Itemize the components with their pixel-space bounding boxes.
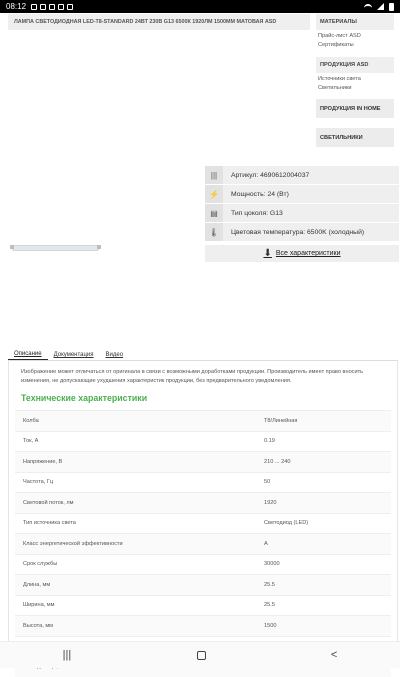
- spec-article: Артикул: 4690612004037: [231, 171, 310, 179]
- signal-icon: [377, 3, 384, 10]
- battery-icon: [389, 3, 394, 11]
- char-value: Т8/Линейная: [256, 411, 391, 432]
- wifi-icon: [364, 4, 372, 10]
- char-name: Частота, Гц: [15, 472, 256, 493]
- sidebar-link-certificates[interactable]: Сертификаты: [318, 42, 354, 48]
- table-row: [15, 595, 391, 616]
- char-value: Светодиод (LED): [256, 513, 391, 534]
- char-name: Напряжение, В: [15, 452, 256, 473]
- spec-temperature: Цветовая температура: 6500K (холодный): [231, 228, 365, 236]
- product-image[interactable]: [12, 245, 99, 251]
- char-name: Ток, А: [15, 431, 256, 452]
- char-name: Высота, мм: [15, 616, 256, 637]
- char-name: Класс энергетической эффективности: [15, 534, 256, 555]
- tab-documentation[interactable]: Документация: [53, 352, 94, 358]
- char-name: Тип источника света: [15, 513, 256, 534]
- char-value: 1920: [256, 493, 391, 514]
- spec-socket: Тип цоколя: G13: [231, 209, 283, 217]
- table-row: [15, 554, 391, 575]
- app-icon: [58, 4, 64, 10]
- product-title: ЛАМПА СВЕТОДИОДНАЯ LED-T8-STANDARD 24ВТ 230В G13 6500К 1920ЛМ 1500ММ МАТОВАЯ ASD: [8, 14, 310, 30]
- tab-description[interactable]: Описание: [8, 351, 48, 360]
- sidebar-link-light-sources[interactable]: Источники света: [318, 76, 361, 82]
- char-value: A: [256, 534, 391, 555]
- table-row: [15, 411, 391, 432]
- char-name: Длина, мм: [15, 575, 256, 596]
- spec-row: [205, 223, 399, 242]
- char-name: Срок службы: [15, 554, 256, 575]
- spec-row: [205, 185, 399, 204]
- char-name: Колба: [15, 411, 256, 432]
- android-nav-bar: [0, 641, 400, 668]
- specs-box: [205, 166, 399, 242]
- char-value: 30000: [256, 554, 391, 575]
- description-panel: [8, 360, 398, 660]
- char-name: Световой поток, лм: [15, 493, 256, 514]
- status-bar: [0, 0, 400, 13]
- sidebar-link-price[interactable]: Прайс-лист ASD: [318, 33, 361, 39]
- back-icon[interactable]: <: [330, 649, 338, 661]
- char-value: 0.19: [256, 431, 391, 452]
- table-row: [15, 616, 391, 637]
- sidebar: [316, 14, 394, 147]
- all-characteristics-label: Все характеристики: [275, 250, 341, 257]
- thermometer-icon: 🌡: [205, 223, 223, 241]
- lightning-icon: ⚡: [205, 185, 223, 203]
- disclaimer-text: Изображение может отличаться от оригинала в связи с возможными доработками продукции. Производитель имеет право вносить изменения, не допускающие ухудшения характеристик продукции, без предварительного уведомления.: [21, 369, 364, 384]
- spec-row: [205, 204, 399, 223]
- char-value: 25.5: [256, 595, 391, 616]
- status-time: 08:12: [6, 2, 27, 11]
- sidebar-products-head: ПРОДУКЦИЯ ASD: [316, 57, 394, 73]
- spec-row: [205, 166, 399, 185]
- char-value: 210 ... 240: [256, 452, 391, 473]
- table-row: [15, 575, 391, 596]
- recent-apps-icon[interactable]: |||: [62, 649, 72, 661]
- section-title: Технические характеристики: [21, 393, 148, 403]
- socket-icon: ▤: [205, 204, 223, 222]
- sidebar-link-lamps[interactable]: Светильники: [318, 85, 352, 91]
- arrow-down-icon: ⬇: [263, 248, 272, 259]
- instagram-icon: [40, 4, 46, 10]
- char-value: 25.5: [256, 575, 391, 596]
- lamp-cap: [97, 245, 101, 249]
- sidebar-inhome[interactable]: ПРОДУКЦИЯ IN HOME: [316, 99, 394, 118]
- home-icon[interactable]: [197, 651, 206, 660]
- notification-icon: [31, 4, 37, 10]
- char-value: 1500: [256, 616, 391, 637]
- table-row: [15, 534, 391, 555]
- tab-video[interactable]: Видео: [105, 352, 124, 358]
- table-row: [15, 452, 391, 473]
- table-row: [15, 513, 391, 534]
- gallery-icon: [49, 4, 55, 10]
- all-characteristics-button[interactable]: [205, 245, 399, 262]
- sidebar-svetilniki[interactable]: СВЕТИЛЬНИКИ: [316, 128, 394, 147]
- spec-power: Мощность: 24 (Вт): [231, 190, 289, 198]
- barcode-icon: |||: [205, 166, 223, 184]
- table-row: [15, 431, 391, 452]
- lamp-cap: [10, 245, 14, 249]
- tabs: [8, 346, 398, 361]
- sidebar-materials-head: МАТЕРИАЛЫ: [316, 14, 394, 30]
- app-icon: [67, 4, 73, 10]
- char-name: Ширина, мм: [15, 595, 256, 616]
- characteristics-table: [15, 410, 391, 677]
- char-value: 50: [256, 472, 391, 493]
- table-row: [15, 493, 391, 514]
- table-row: [15, 472, 391, 493]
